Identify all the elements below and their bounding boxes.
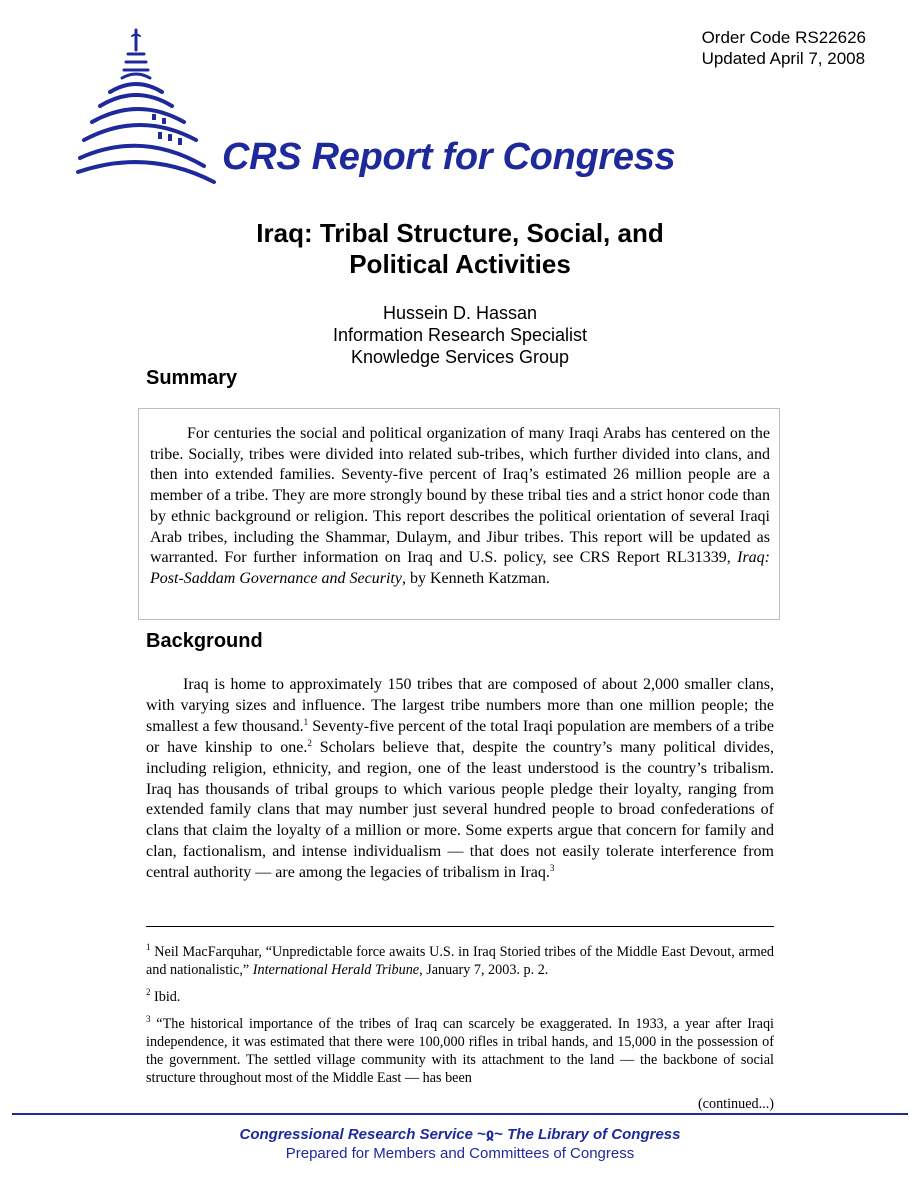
footnote-num-1: 1: [146, 942, 151, 952]
background-paragraph: [146, 675, 774, 884]
capitol-dome-icon: [74, 22, 234, 192]
footnote-1-text: Neil MacFarquhar, “Unpredictable force awaits U.S. in Iraq Storied tribes of the Middle East Devout, armed and nationalistic,”: [146, 944, 774, 978]
summary-ref-title: Iraq: Post-Saddam Governance and Security: [150, 549, 770, 587]
footnote-3-text: “The historical importance of the tribes of Iraq can scarcely be exaggerated. In 1933, a year after Iraqi independence, it was estimated that there were 100,000 rifles in tribal hands, and 15,000 in the possession of the government. The settled village community with its attachment to the land — the backbone of social structure throughout most of the Middle East — has been: [146, 1016, 774, 1086]
footnote-2-text: Ibid.: [150, 989, 181, 1005]
footnotes: [146, 943, 774, 1096]
footer-divider: [12, 1113, 908, 1115]
footnote-num-3: 3: [146, 1014, 151, 1024]
title-line-2: Political Activities: [349, 249, 571, 279]
summary-text: [150, 424, 770, 590]
footnote-num-2: 2: [146, 987, 151, 997]
background-heading: Background: [146, 630, 263, 652]
background-seg-3: Scholars believe that, despite the country’s many political divides, including religion, ethnicity, and region, one of the least understood is the country’s tribalism. Iraq has thousands of tribal groups to which various people pledge their loyalty, ranging from extended family clans that may number just several hundred people to broad confederations of clans that claim the loyalty of a million or more. Some experts argue that concern for family and clan, factionalism, and intense individualism — that does not easily tolerate interference from central authority — are among the legacies of tribalism in Iraq.: [146, 738, 774, 882]
author-group: Knowledge Services Group: [350, 347, 570, 367]
title-line-1: Iraq: Tribal Structure, Social, and: [256, 218, 664, 248]
footnote-divider: [146, 926, 774, 927]
footer-attribution: [0, 1125, 920, 1143]
author-block: [0, 302, 920, 368]
author-position: Information Research Specialist: [332, 325, 588, 345]
continued-note: (continued...): [697, 1096, 774, 1112]
document-title: [0, 218, 920, 280]
footer-crs: Congressional Research Service: [239, 1126, 473, 1143]
footnote-2: [146, 988, 774, 1006]
footnote-1: [146, 943, 774, 979]
background-seg-1: Iraq is home to approximately 150 tribes that are composed of about 2,000 smaller clans, with varying sizes and influence. The largest tribe numbers more than one million people; the smallest a few thousand.: [146, 676, 774, 735]
background-seg-2: Seventy-five percent of the total Iraqi population are members of a tribe or have kinship to one.: [146, 717, 774, 756]
summary-heading: Summary: [146, 367, 238, 389]
order-code-block: [702, 27, 866, 69]
footer-loc: The Library of Congress: [507, 1126, 681, 1143]
summary-body: For centuries the social and political organization of many Iraqi Arabs has centered on the tribe. Socially, tribes were divided into related sub-tribes, which further divided into clans, and then into extended families. Seventy-five percent of Iraq’s estimated 26 million people are a member of a tribe. They are more strongly bound by these tribal ties and a strict honor code than by ethnic background or religion. This report describes the political orientation of several Iraqi Arab tribes, including the Shammar, Dulaym, and Jibur tribes. This report will be updated as warranted. For further information on Iraq and U.S. policy, see CRS Report RL31339,: [150, 425, 770, 567]
footnote-ref-3[interactable]: 3: [549, 863, 555, 874]
updated-date: Updated April 7, 2008: [701, 49, 866, 68]
footnote-1-source: International Herald Tribune: [252, 962, 420, 978]
order-code: Order Code RS22626: [701, 28, 866, 47]
footnote-ref-1[interactable]: 1: [303, 716, 309, 727]
crs-brand-title: CRS Report for Congress: [222, 136, 676, 178]
author-name: Hussein D. Hassan: [382, 303, 538, 323]
footer-prepared-for: Prepared for Members and Committees of Congress: [285, 1145, 635, 1162]
footnote-1-tail: , January 7, 2003. p. 2.: [419, 962, 549, 978]
footnote-3: [146, 1015, 774, 1087]
summary-tail: , by Kenneth Katzman.: [401, 569, 550, 587]
footnote-ref-2[interactable]: 2: [307, 737, 312, 748]
swirl-ornament-icon: ~ჲ~: [477, 1126, 503, 1143]
